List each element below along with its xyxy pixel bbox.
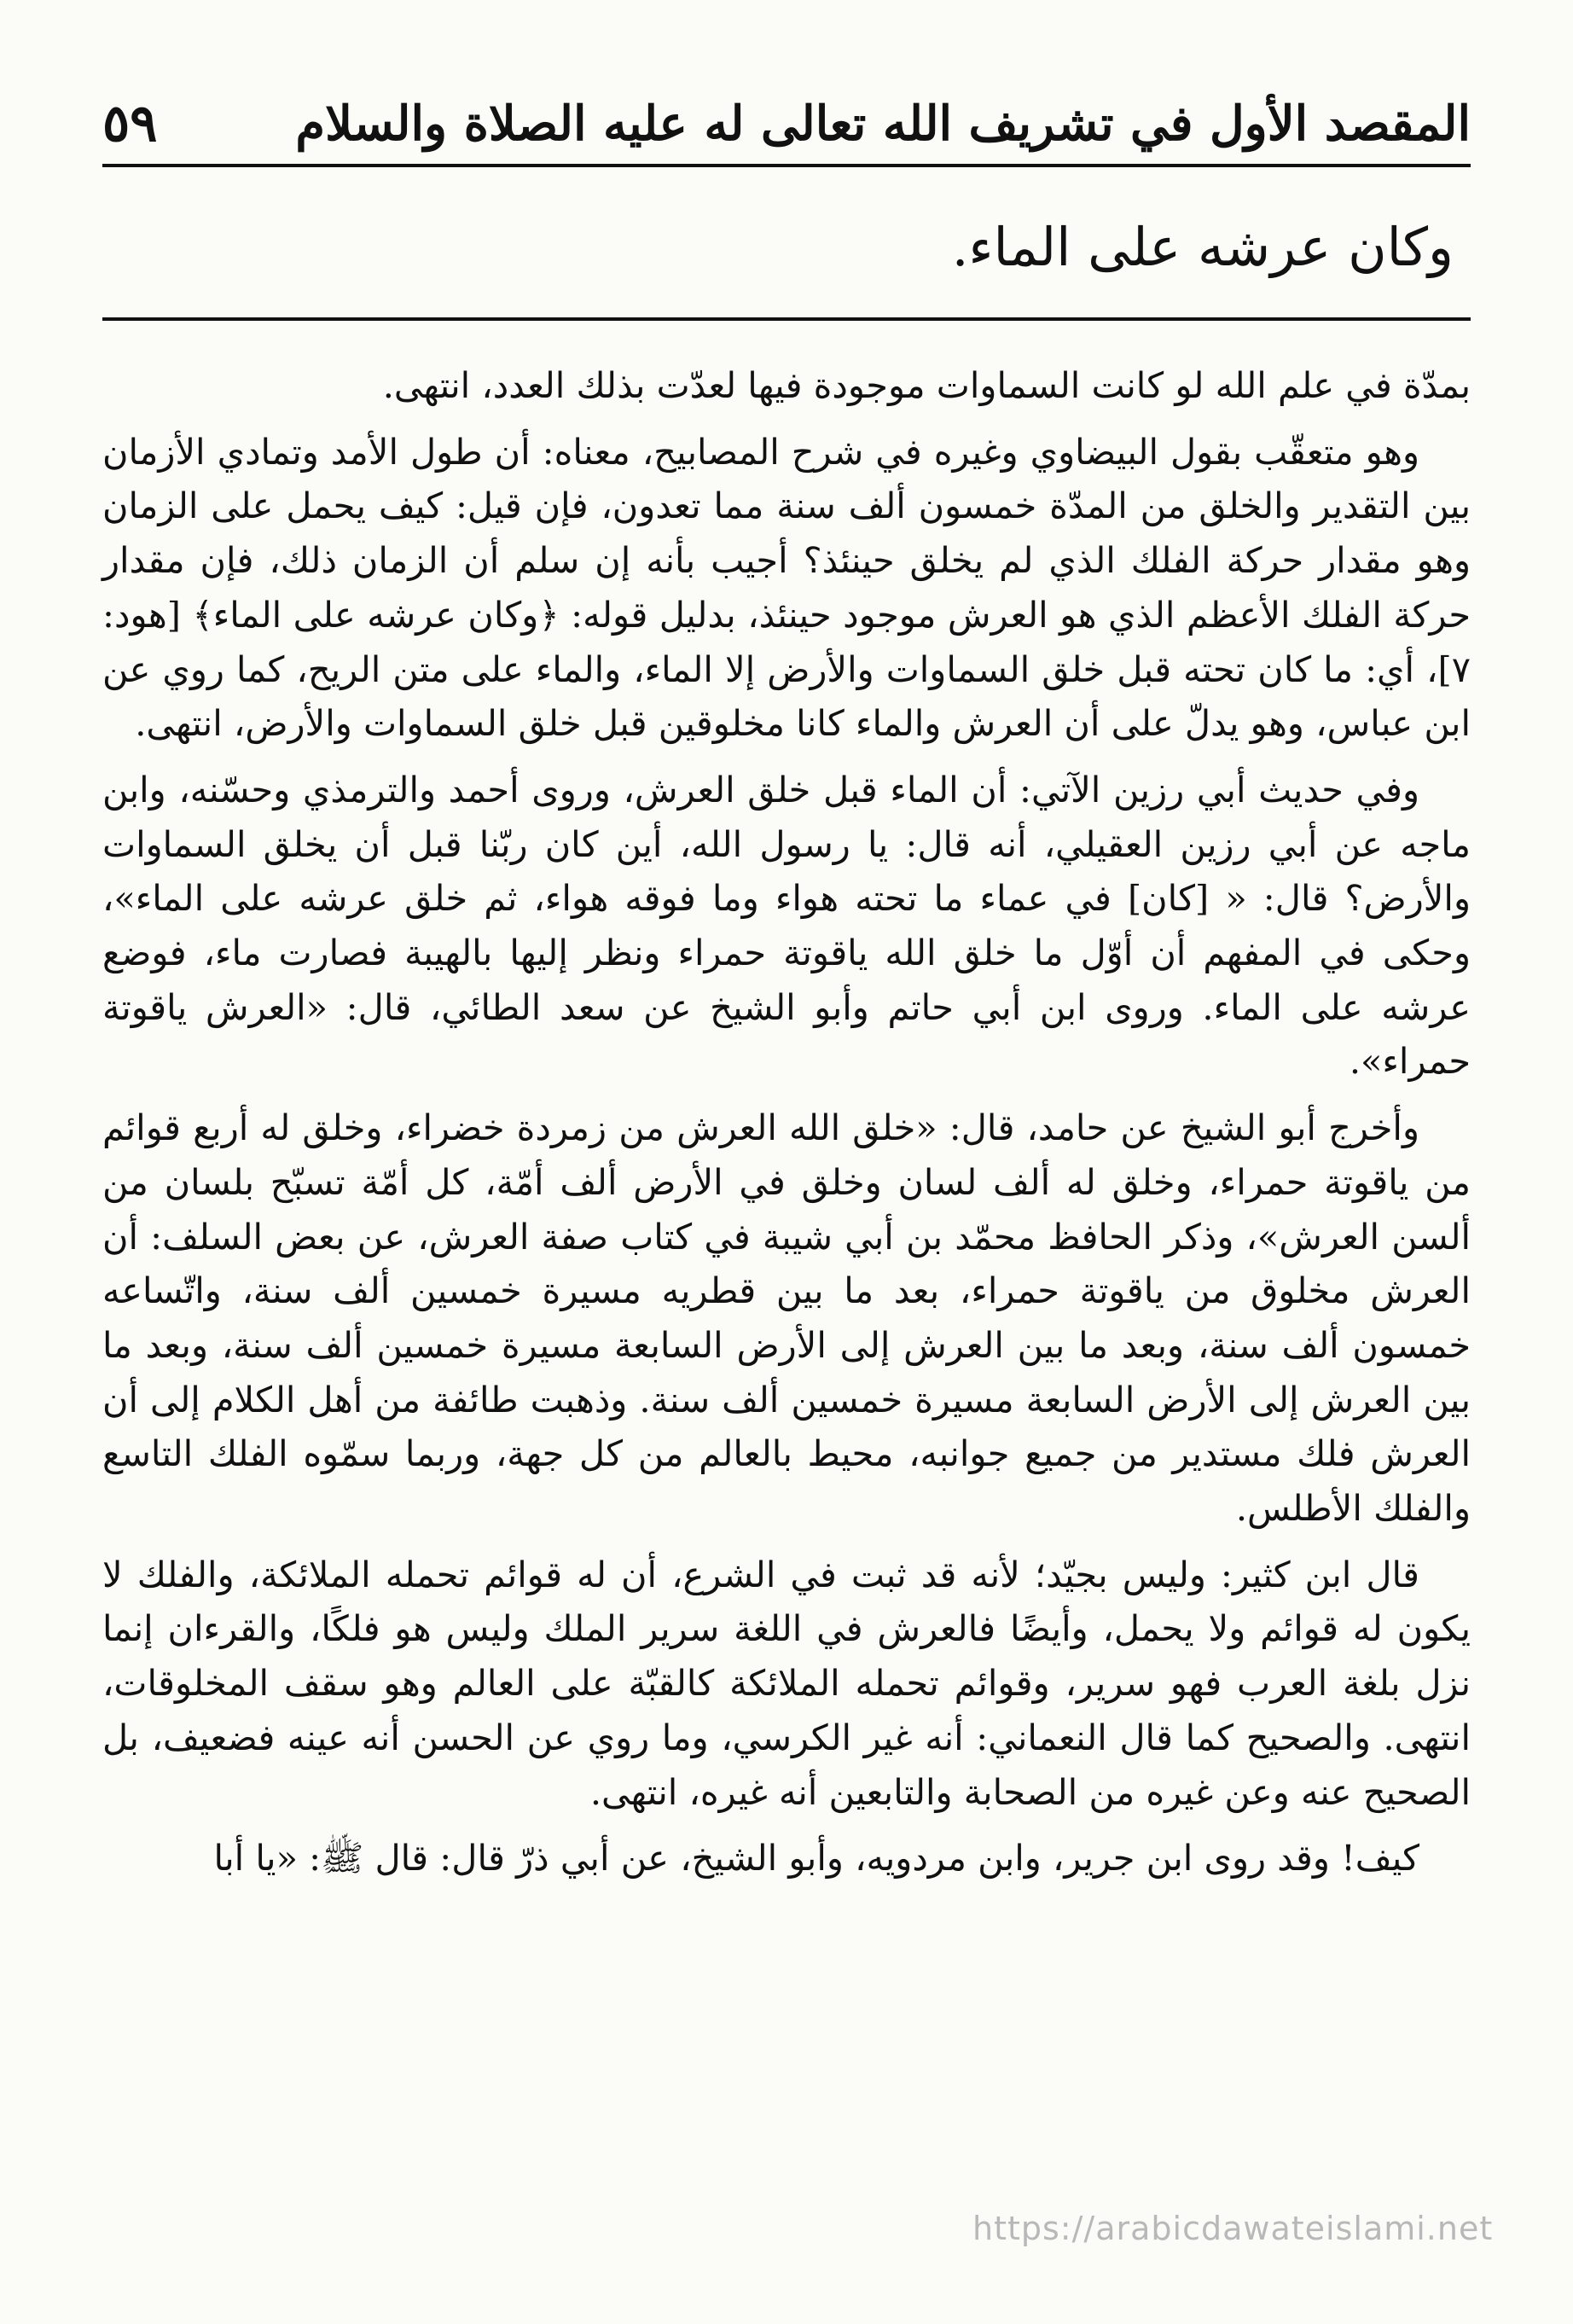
running-head: المقصد الأول في تشريف الله تعالى له عليه الصلاة والسلام — [295, 96, 1471, 152]
commentary-rule — [102, 317, 1471, 321]
commentary-body — [102, 358, 1471, 1897]
page-number: ٥٩ — [102, 94, 158, 154]
commentary-paragraph: بمدّة في علم الله لو كانت السماوات موجودة فيها لعدّت بذلك العدد، انتهى. — [382, 364, 1471, 406]
header-rule — [102, 164, 1471, 167]
commentary-paragraph: كيف! وقد روى ابن جرير، وابن مردويه، وأبو الشيخ، عن أبي ذرّ قال: قال ﷺ: «يا أبا — [213, 1837, 1419, 1880]
commentary-paragraph: قال ابن كثير: وليس بجيّد؛ لأنه قد ثبت في الشرع، أن له قوائم تحمله الملائكة، والفلك لا يكون له قوائم ولا يحمل، وأيضًا فالعرش في اللغة سرير الملك وليس هو فلكًا، والقرءان إنما نزل بلغة العرب فهو سرير، وقوائم تحمله الملائكة كالقبّة على العالم وهو سقف المخلوقات، انتهى. والصحيح كما قال النعماني: أنه غير الكرسي، وما روي عن الحسن أنه عينه فضعيف، بل الصحيح عنه وعن غيره من الصحابة والتابعين أنه غيره، انتهى. — [102, 1553, 1471, 1813]
commentary-paragraph: وهو متعقّب بقول البيضاوي وغيره في شرح المصابيح، معناه: أن طول الأمد وتمادي الأزمان بين التقدير والخلق من المدّة خمسون ألف سنة مما تعدون، فإن قيل: كيف يحمل على الزمان وهو مقدار حركة الفلك الذي لم يخلق حينئذ؟ أجيب بأنه إن سلم أن الزمان ذلك، فإن مقدار حركة الفلك الأعظم الذي هو العرش موجود حينئذ، بدليل قوله: ﴿وكان عرشه على الماء﴾ [هود: ٧]، أي: ما كان تحته قبل خلق السماوات والأرض إلا الماء، والماء على متن الريح، كما روي عن ابن عباس، وهو يدلّ على أن العرش والماء كانا مخلوقين قبل خلق السماوات والأرض، انتهى. — [102, 430, 1471, 745]
watermark-url: https://arabicdawateislami.net — [972, 2210, 1494, 2247]
commentary-paragraph: وأخرج أبو الشيخ عن حامد، قال: «خلق الله العرش من زمردة خضراء، وخلق له أربع قوائم من ياقوتة حمراء، وخلق له ألف لسان وخلق في الأرض ألف أمّة، كل أمّة تسبّح بلسان من ألسن العرش»، وذكر الحافظ محمّد بن أبي شيبة في كتاب صفة العرش، عن بعض السلف: أن العرش مخلوق من ياقوتة حمراء، بعد ما بين قطريه مسيرة خمسين ألف سنة، واتّساعه خمسون ألف سنة، وبعد ما بين العرش إلى الأرض السابعة مسيرة خمسين ألف سنة، وبعد ما بين العرش إلى الأرض السابعة مسيرة خمسين ألف سنة. وذهبت طائفة من أهل الكلام إلى أن العرش فلك مستدير من جميع جوانبه، محيط بالعالم من كل جهة، وربما سمّوه الفلك التاسع والفلك الأطلس. — [102, 1107, 1471, 1530]
main-text-line: وكان عرشه على الماء. — [951, 216, 1454, 278]
commentary-paragraph: وفي حديث أبي رزين الآتي: أن الماء قبل خلق العرش، وروى أحمد والترمذي وحسّنه، وابن ماجه عن أبي رزين العقيلي، أنه قال: يا رسول الله، أين كان ربّنا قبل أن يخلق السماوات والأرض؟ قال: « [كان] في عماء ما تحته هواء وما فوقه هواء، ثم خلق عرشه على الماء»، وحكى في المفهم أن أوّل ما خلق الله ياقوتة حمراء ونظر إليها بالهيبة فصارت ماء، فوضع عرشه على الماء. وروى ابن أبي حاتم وأبو الشيخ عن سعد الطائي، قال: «العرش ياقوتة حمراء». — [102, 768, 1471, 1083]
page-header — [102, 85, 1471, 162]
